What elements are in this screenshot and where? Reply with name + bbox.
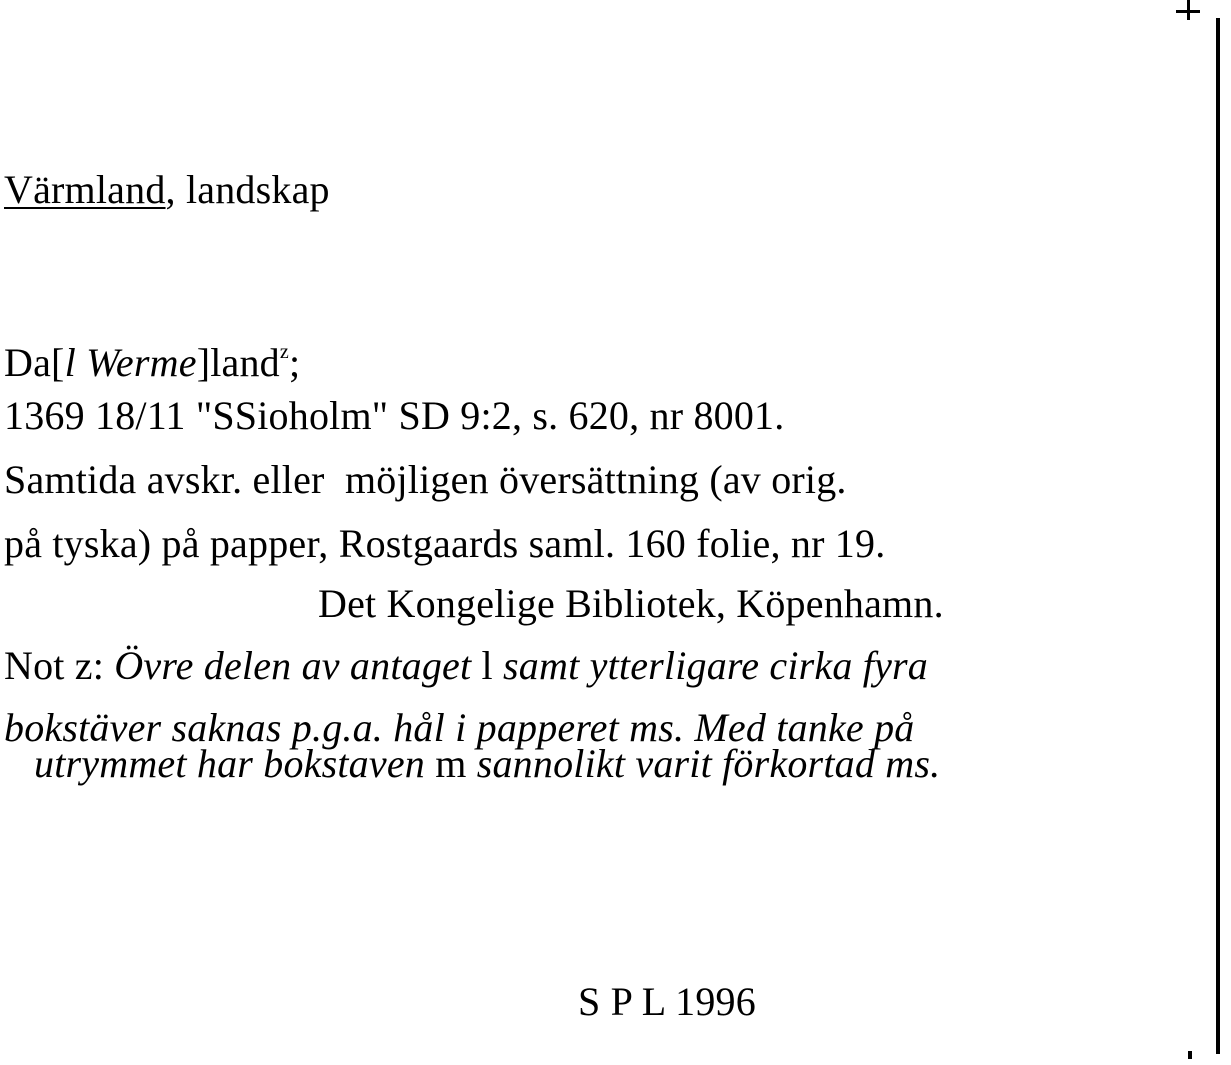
name-form-italic: l Werme	[64, 340, 197, 385]
note-line-1-italic-b: samt ytterligare cirka fyra	[492, 643, 928, 688]
signature: S P L 1996	[578, 979, 756, 1024]
note-line-2: bokstäver saknas p.g.a. hål i papperet ms. Med tanke på	[4, 705, 915, 750]
description-line-1: Samtida avskr. eller möjligen översättning (av orig.	[4, 457, 847, 502]
note-line-1	[4, 642, 928, 690]
name-form-footnote-mark: z	[279, 341, 289, 363]
heading-suffix: , landskap	[165, 167, 330, 212]
note-line-1-italic-a: Övre delen av antaget	[114, 643, 482, 688]
note-line-3-italic-a: utrymmet har bokstaven	[34, 741, 436, 786]
note-label: Not z:	[4, 643, 115, 688]
note-line-3-italic-b: sannolikt varit förkortad ms.	[466, 741, 941, 786]
description-line-2: på tyska) på papper, Rostgaards saml. 160 folie, nr 19.	[4, 521, 886, 566]
name-form-prefix: Da[	[4, 340, 65, 385]
heading-place: Värmland	[4, 167, 166, 212]
source-line: 1369 18/11 "SSioholm" SD 9:2, s. 620, nr 8001.	[4, 393, 785, 438]
archive-line: Det Kongelige Bibliotek, Köpenhamn.	[318, 581, 944, 626]
note-line-1-roman: l	[481, 643, 493, 688]
heading-line	[4, 166, 330, 214]
note-line-3-roman: m	[435, 741, 467, 786]
registration-cross-vertical	[1187, 0, 1190, 20]
name-form-end: ;	[288, 340, 301, 385]
name-form-suffix: ]land	[196, 340, 280, 385]
note-line-3	[34, 740, 940, 788]
page-frame-right-rule	[1216, 18, 1220, 1054]
bottom-tick-mark	[1188, 1051, 1192, 1059]
name-form-line	[4, 328, 300, 387]
